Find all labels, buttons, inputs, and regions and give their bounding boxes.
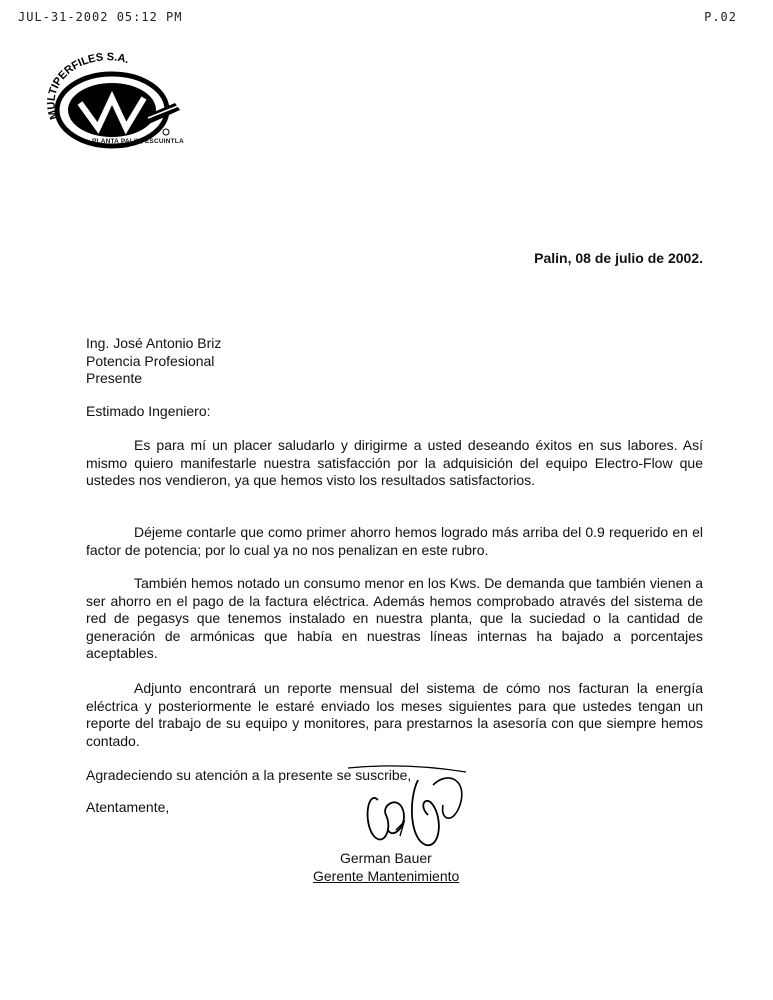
handwritten-signature [348,760,488,860]
signer-block [313,850,460,885]
closing-line: Agradeciendo su atención a la presente se suscribe, [86,767,412,783]
body-paragraph-2: Déjeme contarle que como primer ahorro hemos logrado más arriba del 0.9 requerido en el factor de potencia; por lo cual ya no nos penalizan en este rubro. [86,524,703,558]
signer-title: Gerente Mantenimiento [313,867,460,884]
logo-brand-text: MULTIPERFILES S.A. [45,51,131,121]
recipient-company: Potencia Profesional [86,352,215,369]
recipient-status: Presente [86,370,143,386]
signature-graphic [348,760,488,860]
body-paragraph-3: También hemos notado un consumo menor en los Kws. De demanda que también vienen a ser ahorro en el pago de la factura eléctrica. Además hemos comprobado através del sistema de red de pegasys que tenemos instalado en nuestra planta, que la suciedad o la cantidad de generación de armónicas que había en nuestras líneas internas ha bajado a porcentajes aceptables. [86,575,703,661]
body-paragraph-1: Es para mí un placer saludarlo y dirigirme a usted deseando éxitos en sus labores. Así mismo quiero manifestarle nuestra satisfacción por la adquisición del equipo Electro-Flow que ustedes nos vendieron, ya que hemos visto los resultados satisfactorios. [86,437,703,488]
body-paragraph-4: Adjunto encontrará un reporte mensual del sistema de cómo nos facturan la energía eléctrica y posteriormente le estaré enviado los meses siguientes para que ustedes tengan un reporte del trabajo de su equipo y monitores, para prestarnos la asesoría con que siempre hemos contado. [86,680,703,749]
sign-off: Atentamente, [86,799,170,815]
logo-caption: PLANTA PALIN, ESCUINTLA [92,138,184,145]
recipient-name: Ing. José Antonio Briz [86,335,222,351]
recipient-block [86,335,703,388]
signer-name: German Bauer [340,850,432,866]
greeting: Estimado Ingeniero: [86,403,211,419]
fax-timestamp: JUL-31-2002 05:12 PM [18,10,183,24]
fax-page-number: P.02 [704,10,737,24]
letter-date: Palin, 08 de julio de 2002. [534,250,703,266]
